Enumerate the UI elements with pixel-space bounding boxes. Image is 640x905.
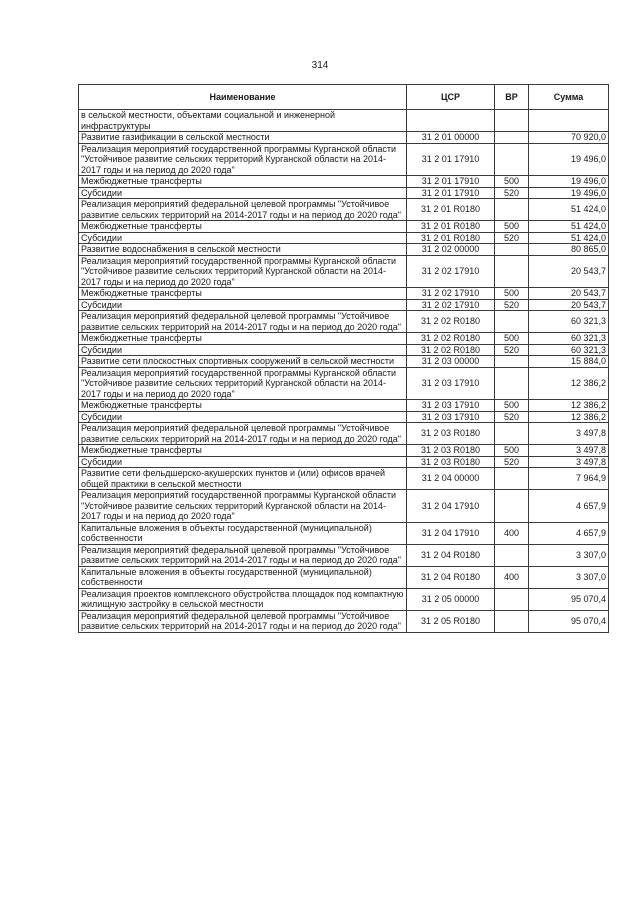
header-sum: Сумма	[529, 85, 609, 110]
row-csr: 31 2 04 17910	[407, 490, 495, 523]
row-vr: 500	[495, 288, 529, 300]
row-vr	[495, 255, 529, 288]
table-row	[79, 566, 609, 588]
row-csr: 31 2 02 17910	[407, 299, 495, 311]
row-name: Реализация мероприятий федеральной целевой программы "Устойчивое развитие сельских территорий на 2014-2017 годы и на период до 2020 года"	[79, 199, 407, 221]
row-sum: 3 307,0	[529, 544, 609, 566]
row-csr: 31 2 02 17910	[407, 255, 495, 288]
row-vr: 500	[495, 176, 529, 188]
budget-table	[78, 84, 609, 633]
table-row	[79, 132, 609, 144]
row-name: Реализация мероприятий федеральной целевой программы "Устойчивое развитие сельских территорий на 2014-2017 годы и на период до 2020 года"	[79, 311, 407, 333]
row-csr: 31 2 02 17910	[407, 288, 495, 300]
row-vr: 400	[495, 566, 529, 588]
table-row	[79, 232, 609, 244]
row-csr	[407, 110, 495, 132]
table-row	[79, 143, 609, 176]
row-vr	[495, 244, 529, 256]
row-name: Межбюджетные трансферты	[79, 400, 407, 412]
row-sum: 80 865,0	[529, 244, 609, 256]
row-vr: 500	[495, 221, 529, 233]
table-row	[79, 199, 609, 221]
row-sum: 19 496,0	[529, 176, 609, 188]
row-name: Реализация мероприятий федеральной целевой программы "Устойчивое развитие сельских территорий на 2014-2017 годы и на период до 2020 года"	[79, 610, 407, 632]
row-csr: 31 2 01 R0180	[407, 221, 495, 233]
row-sum: 4 657,9	[529, 490, 609, 523]
row-name: Межбюджетные трансферты	[79, 445, 407, 457]
row-name: Реализация мероприятий государственной программы Курганской области "Устойчивое развитие сельских территорий Курганской области на 2014-2017 годы и на период до 2020 года"	[79, 367, 407, 400]
row-vr: 500	[495, 333, 529, 345]
table-row	[79, 255, 609, 288]
row-vr: 520	[495, 344, 529, 356]
row-vr: 500	[495, 400, 529, 412]
row-sum: 19 496,0	[529, 187, 609, 199]
table-row	[79, 588, 609, 610]
row-csr: 31 2 01 17910	[407, 143, 495, 176]
table-row	[79, 110, 609, 132]
row-csr: 31 2 03 17910	[407, 400, 495, 412]
row-name: Реализация мероприятий государственной программы Курганской области "Устойчивое развитие сельских территорий Курганской области на 2014-2017 годы и на период до 2020 года"	[79, 143, 407, 176]
table-row	[79, 187, 609, 199]
row-vr	[495, 610, 529, 632]
table-row	[79, 411, 609, 423]
table-row	[79, 299, 609, 311]
row-sum: 12 386,2	[529, 411, 609, 423]
row-sum: 12 386,2	[529, 367, 609, 400]
table-row	[79, 522, 609, 544]
page-number: 314	[311, 60, 329, 71]
row-sum: 4 657,9	[529, 522, 609, 544]
table-row	[79, 544, 609, 566]
table-header-row	[79, 85, 609, 110]
row-vr: 520	[495, 299, 529, 311]
row-name: Субсидии	[79, 456, 407, 468]
row-name: Развитие сети плоскостных спортивных сооружений в сельской местности	[79, 356, 407, 368]
table-row	[79, 400, 609, 412]
row-vr	[495, 588, 529, 610]
row-sum: 20 543,7	[529, 299, 609, 311]
table-row	[79, 356, 609, 368]
row-csr: 31 2 03 R0180	[407, 456, 495, 468]
header-csr: ЦСР	[407, 85, 495, 110]
row-name: Реализация мероприятий государственной программы Курганской области "Устойчивое развитие сельских территорий Курганской области на 2014-2017 годы и на период до 2020 года"	[79, 255, 407, 288]
row-csr: 31 2 01 17910	[407, 187, 495, 199]
table-row	[79, 468, 609, 490]
row-vr: 520	[495, 232, 529, 244]
row-sum: 3 307,0	[529, 566, 609, 588]
row-csr: 31 2 04 00000	[407, 468, 495, 490]
row-csr: 31 2 01 00000	[407, 132, 495, 144]
row-vr	[495, 544, 529, 566]
row-csr: 31 2 05 00000	[407, 588, 495, 610]
table-row	[79, 490, 609, 523]
table-row	[79, 367, 609, 400]
table-row	[79, 333, 609, 345]
header-vr: ВР	[495, 85, 529, 110]
row-sum	[529, 110, 609, 132]
row-csr: 31 2 05 R0180	[407, 610, 495, 632]
row-vr	[495, 132, 529, 144]
row-name: Межбюджетные трансферты	[79, 333, 407, 345]
row-name: Реализация мероприятий федеральной целевой программы "Устойчивое развитие сельских территорий на 2014-2017 годы и на период до 2020 года"	[79, 423, 407, 445]
table-row	[79, 456, 609, 468]
row-vr	[495, 110, 529, 132]
row-sum: 60 321,3	[529, 311, 609, 333]
row-vr	[495, 367, 529, 400]
table-row	[79, 445, 609, 457]
row-vr	[495, 199, 529, 221]
row-vr: 500	[495, 445, 529, 457]
row-csr: 31 2 02 R0180	[407, 344, 495, 356]
row-sum: 60 321,3	[529, 344, 609, 356]
row-name: Межбюджетные трансферты	[79, 176, 407, 188]
row-csr: 31 2 03 00000	[407, 356, 495, 368]
table-row	[79, 423, 609, 445]
table-row	[79, 311, 609, 333]
row-vr: 520	[495, 456, 529, 468]
table-row	[79, 176, 609, 188]
row-vr	[495, 356, 529, 368]
row-csr: 31 2 04 R0180	[407, 566, 495, 588]
row-csr: 31 2 02 R0180	[407, 311, 495, 333]
row-name: Субсидии	[79, 232, 407, 244]
row-sum: 3 497,8	[529, 445, 609, 457]
row-sum: 3 497,8	[529, 423, 609, 445]
row-csr: 31 2 01 17910	[407, 176, 495, 188]
row-sum: 60 321,3	[529, 333, 609, 345]
row-sum: 95 070,4	[529, 610, 609, 632]
row-sum: 12 386,2	[529, 400, 609, 412]
table-row	[79, 610, 609, 632]
row-name: Реализация проектов комплексного обустройства площадок под компактную жилищную застройку в сельской местности	[79, 588, 407, 610]
row-sum: 15 884,0	[529, 356, 609, 368]
row-csr: 31 2 01 R0180	[407, 199, 495, 221]
row-vr	[495, 311, 529, 333]
row-name: Субсидии	[79, 411, 407, 423]
table-row	[79, 221, 609, 233]
row-csr: 31 2 03 R0180	[407, 445, 495, 457]
row-name: Субсидии	[79, 299, 407, 311]
row-csr: 31 2 02 00000	[407, 244, 495, 256]
row-vr	[495, 423, 529, 445]
row-vr	[495, 143, 529, 176]
row-sum: 51 424,0	[529, 232, 609, 244]
row-csr: 31 2 02 R0180	[407, 333, 495, 345]
row-vr	[495, 468, 529, 490]
row-csr: 31 2 03 R0180	[407, 423, 495, 445]
row-sum: 20 543,7	[529, 288, 609, 300]
row-sum: 20 543,7	[529, 255, 609, 288]
header-name: Наименование	[79, 85, 407, 110]
row-sum: 7 964,9	[529, 468, 609, 490]
row-name: Развитие газификации в сельской местности	[79, 132, 407, 144]
row-csr: 31 2 04 17910	[407, 522, 495, 544]
row-name: Капитальные вложения в объекты государственной (муниципальной) собственности	[79, 566, 407, 588]
row-csr: 31 2 03 17910	[407, 367, 495, 400]
row-name: Реализация мероприятий государственной программы Курганской области "Устойчивое развитие сельских территорий Курганской области на 2014-2017 годы и на период до 2020 года"	[79, 490, 407, 523]
row-vr: 400	[495, 522, 529, 544]
row-sum: 51 424,0	[529, 221, 609, 233]
table-row	[79, 288, 609, 300]
row-csr: 31 2 01 R0180	[407, 232, 495, 244]
row-name: Субсидии	[79, 187, 407, 199]
row-sum: 3 497,8	[529, 456, 609, 468]
row-name: Субсидии	[79, 344, 407, 356]
row-name: Реализация мероприятий федеральной целевой программы "Устойчивое развитие сельских территорий на 2014-2017 годы и на период до 2020 года"	[79, 544, 407, 566]
row-csr: 31 2 03 17910	[407, 411, 495, 423]
table-row	[79, 244, 609, 256]
row-sum: 70 920,0	[529, 132, 609, 144]
row-vr	[495, 490, 529, 523]
row-vr: 520	[495, 187, 529, 199]
row-vr: 520	[495, 411, 529, 423]
row-name: Межбюджетные трансферты	[79, 221, 407, 233]
table-row	[79, 344, 609, 356]
row-name: в сельской местности, объектами социальной и инженерной инфраструктуры	[79, 110, 407, 132]
row-csr: 31 2 04 R0180	[407, 544, 495, 566]
row-name: Развитие водоснабжения в сельской местности	[79, 244, 407, 256]
row-sum: 51 424,0	[529, 199, 609, 221]
row-sum: 19 496,0	[529, 143, 609, 176]
row-name: Капитальные вложения в объекты государственной (муниципальной) собственности	[79, 522, 407, 544]
row-name: Развитие сети фельдшерско-акушерских пунктов и (или) офисов врачей общей практики в сельской местности	[79, 468, 407, 490]
row-sum: 95 070,4	[529, 588, 609, 610]
row-name: Межбюджетные трансферты	[79, 288, 407, 300]
